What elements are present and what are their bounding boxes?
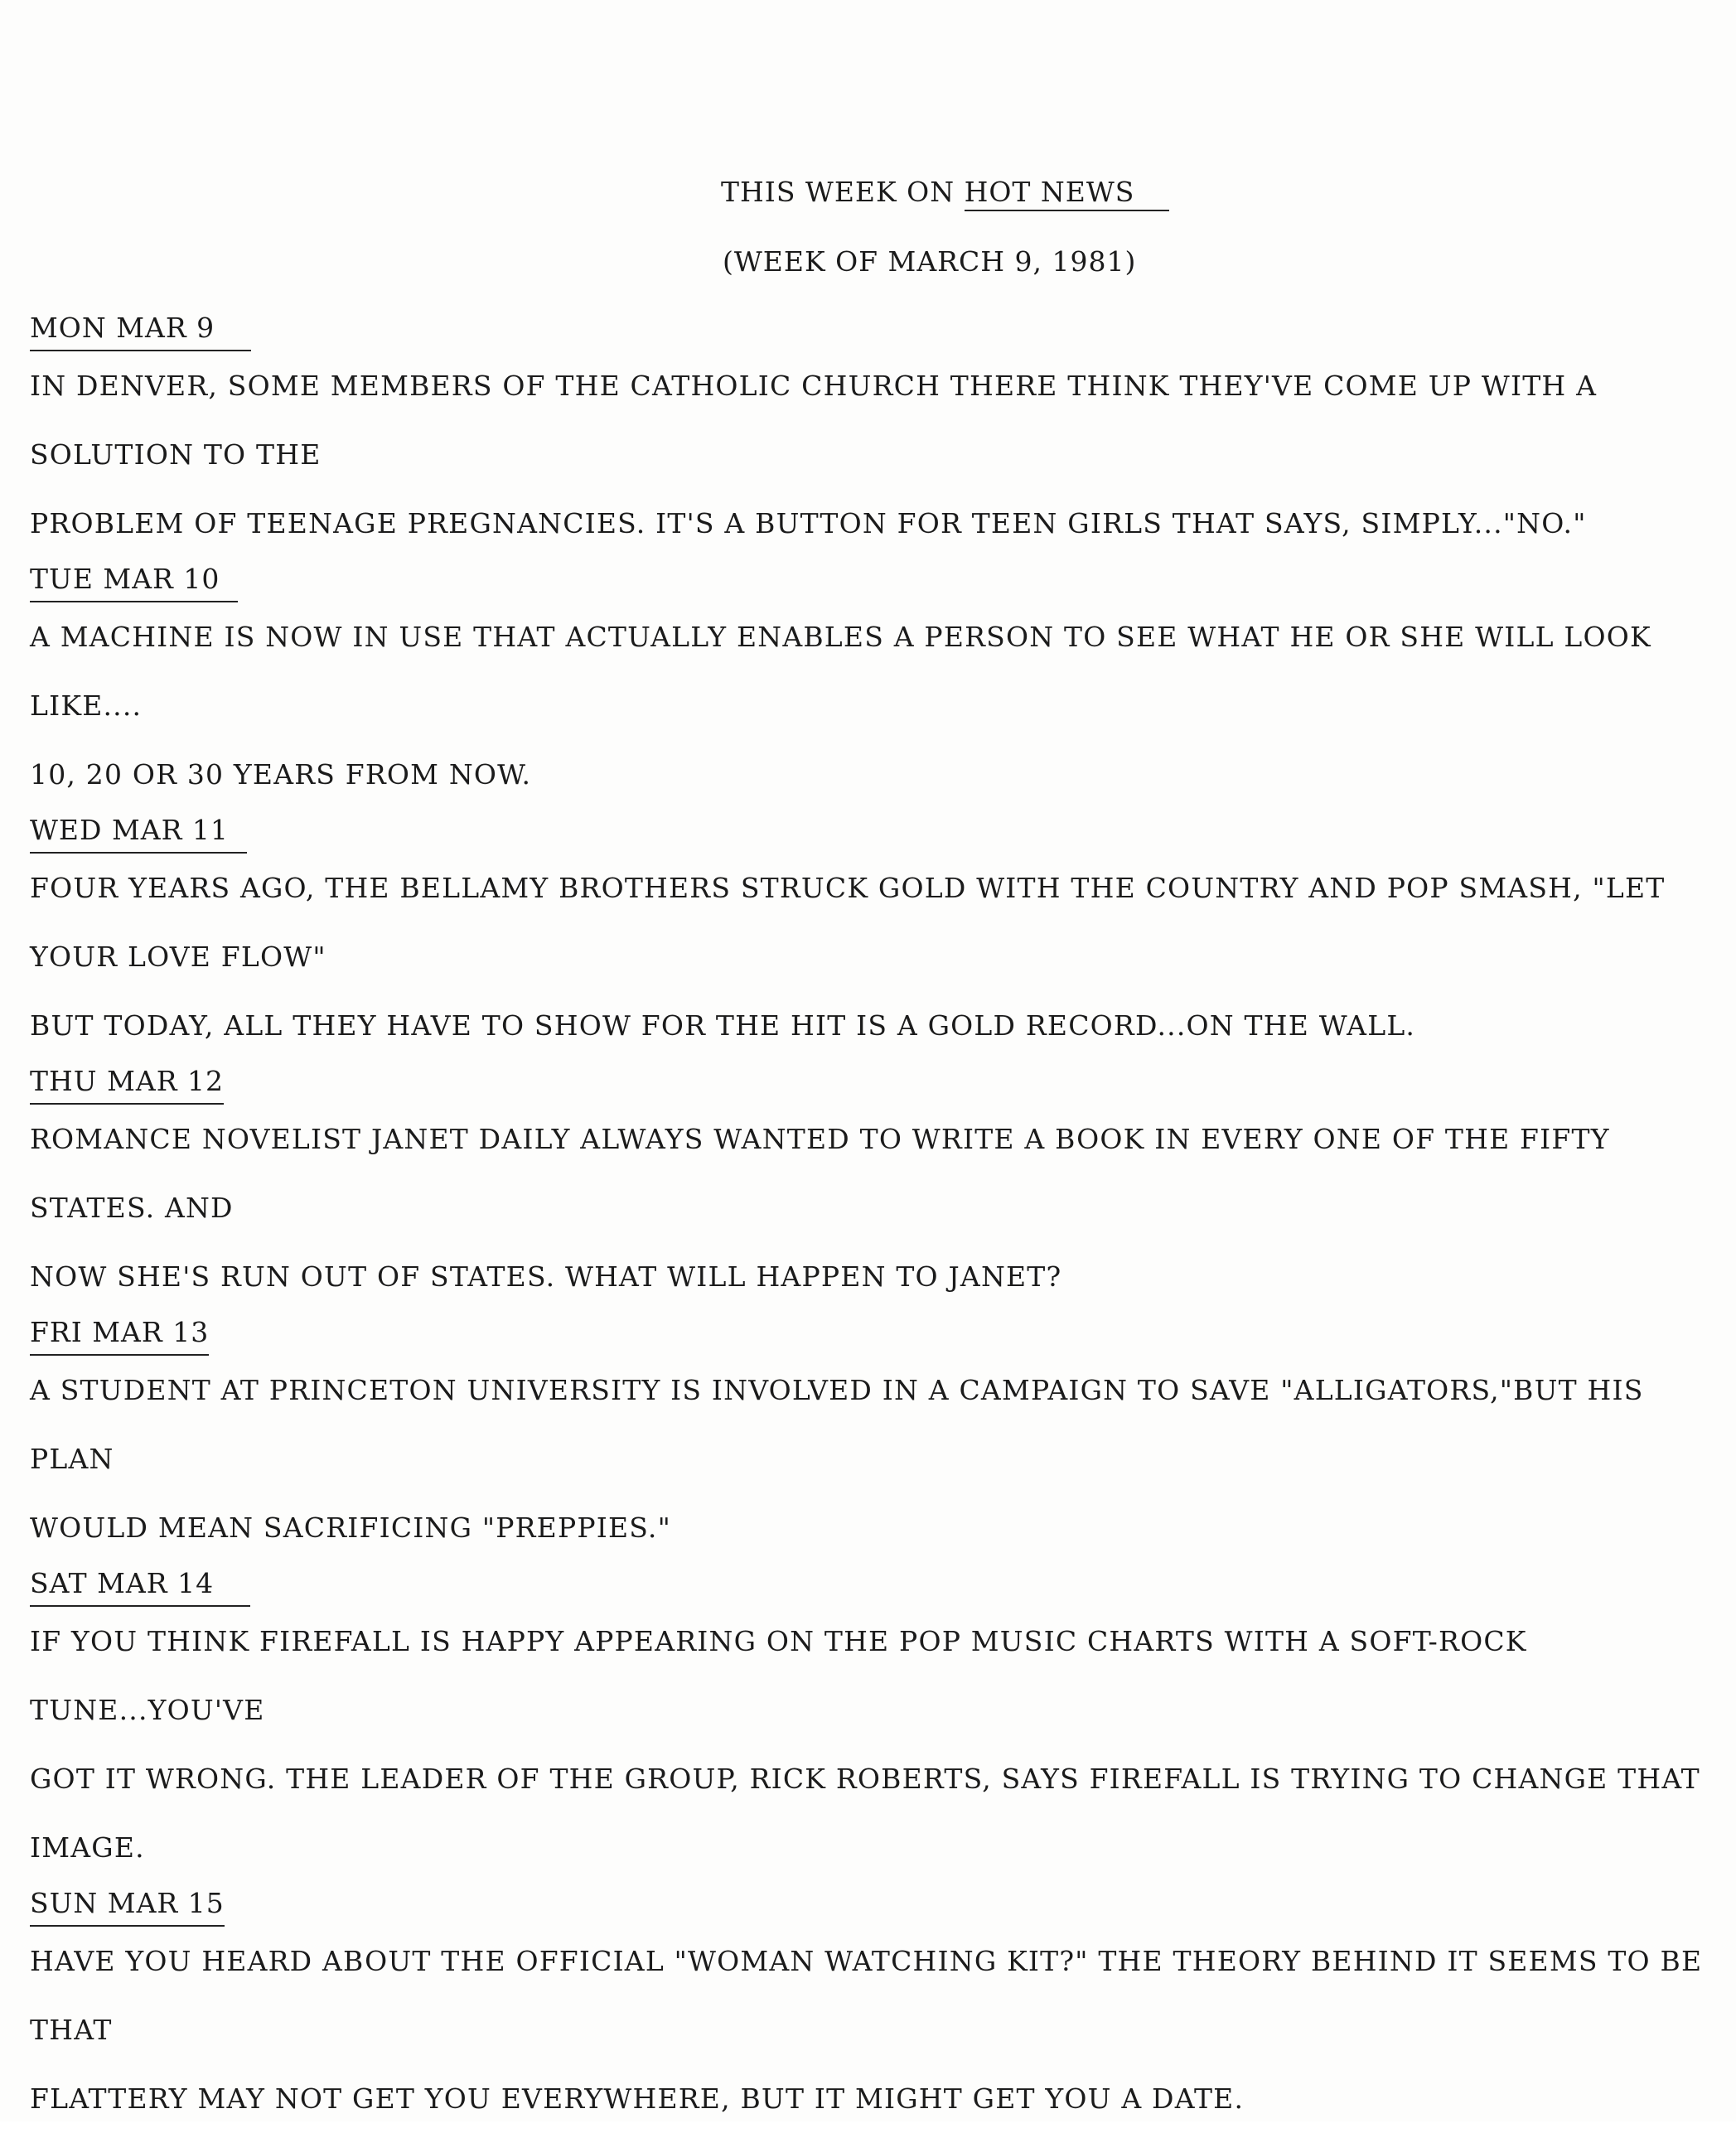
- title-prefix: THIS WEEK ON: [721, 176, 965, 208]
- daily-entries: [30, 307, 1729, 2133]
- story-line: ROMANCE NOVELIST JANET DAILY ALWAYS WANTED TO WRITE A BOOK IN EVERY ONE OF THE FIFTY STATES. AND: [30, 1123, 1610, 1224]
- story-line: FOUR YEARS AGO, THE BELLAMY BROTHERS STRUCK GOLD WITH THE COUNTRY AND POP SMASH, "LET YOUR LOVE FLOW": [30, 872, 1666, 973]
- entry-mon: [30, 307, 1729, 558]
- show-name: HOT NEWS: [965, 176, 1170, 211]
- story-line: A MACHINE IS NOW IN USE THAT ACTUALLY ENABLES A PERSON TO SEE WHAT HE OR SHE WILL LOOK LIKE....: [30, 621, 1651, 722]
- week-subtitle: (WEEK OF MARCH 9, 1981): [723, 245, 1137, 278]
- entry-fri: [30, 1311, 1729, 1562]
- story-line: BUT TODAY, ALL THEY HAVE TO SHOW FOR THE HIT IS A GOLD RECORD...ON THE WALL.: [30, 1009, 1416, 1042]
- entry-tue: [30, 558, 1729, 809]
- entry-sun: [30, 1882, 1729, 2133]
- day-heading: FRI MAR 13: [30, 1311, 209, 1356]
- story-line: GOT IT WRONG. THE LEADER OF THE GROUP, RICK ROBERTS, SAYS FIREFALL IS TRYING TO CHANGE THAT IMAGE.: [30, 1763, 1700, 1864]
- story-line: PROBLEM OF TEENAGE PREGNANCIES. IT'S A BUTTON FOR TEEN GIRLS THAT SAYS, SIMPLY..."NO.": [30, 507, 1587, 539]
- story-line: HAVE YOU HEARD ABOUT THE OFFICIAL "WOMAN WATCHING KIT?" THE THEORY BEHIND IT SEEMS TO BE THAT: [30, 1945, 1703, 2046]
- story-line: IN DENVER, SOME MEMBERS OF THE CATHOLIC CHURCH THERE THINK THEY'VE COME UP WITH A SOLUTION TO THE: [30, 370, 1598, 471]
- story-line: 10, 20 OR 30 YEARS FROM NOW.: [30, 758, 532, 791]
- day-heading: MON MAR 9: [30, 307, 251, 351]
- day-heading: THU MAR 12: [30, 1060, 224, 1105]
- story-line: WOULD MEAN SACRIFICING "PREPPIES.": [30, 1511, 671, 1544]
- entry-wed: [30, 809, 1729, 1060]
- story-line: IF YOU THINK FIREFALL IS HAPPY APPEARING ON THE POP MUSIC CHARTS WITH A SOFT-ROCK TUNE...YOU'VE: [30, 1625, 1527, 1726]
- story-line: FLATTERY MAY NOT GET YOU EVERYWHERE, BUT IT MIGHT GET YOU A DATE.: [30, 2082, 1245, 2115]
- day-heading: SUN MAR 15: [30, 1882, 225, 1927]
- day-heading: SAT MAR 14: [30, 1562, 250, 1607]
- entry-sat: [30, 1562, 1729, 1882]
- page-title: [721, 176, 1169, 211]
- story-line: A STUDENT AT PRINCETON UNIVERSITY IS INVOLVED IN A CAMPAIGN TO SAVE "ALLIGATORS,"BUT HIS PLAN: [30, 1374, 1644, 1475]
- entry-thu: [30, 1060, 1729, 1311]
- story-line: NOW SHE'S RUN OUT OF STATES. WHAT WILL HAPPEN TO JANET?: [30, 1260, 1062, 1293]
- day-heading: WED MAR 11: [30, 809, 247, 854]
- day-heading: TUE MAR 10: [30, 558, 238, 602]
